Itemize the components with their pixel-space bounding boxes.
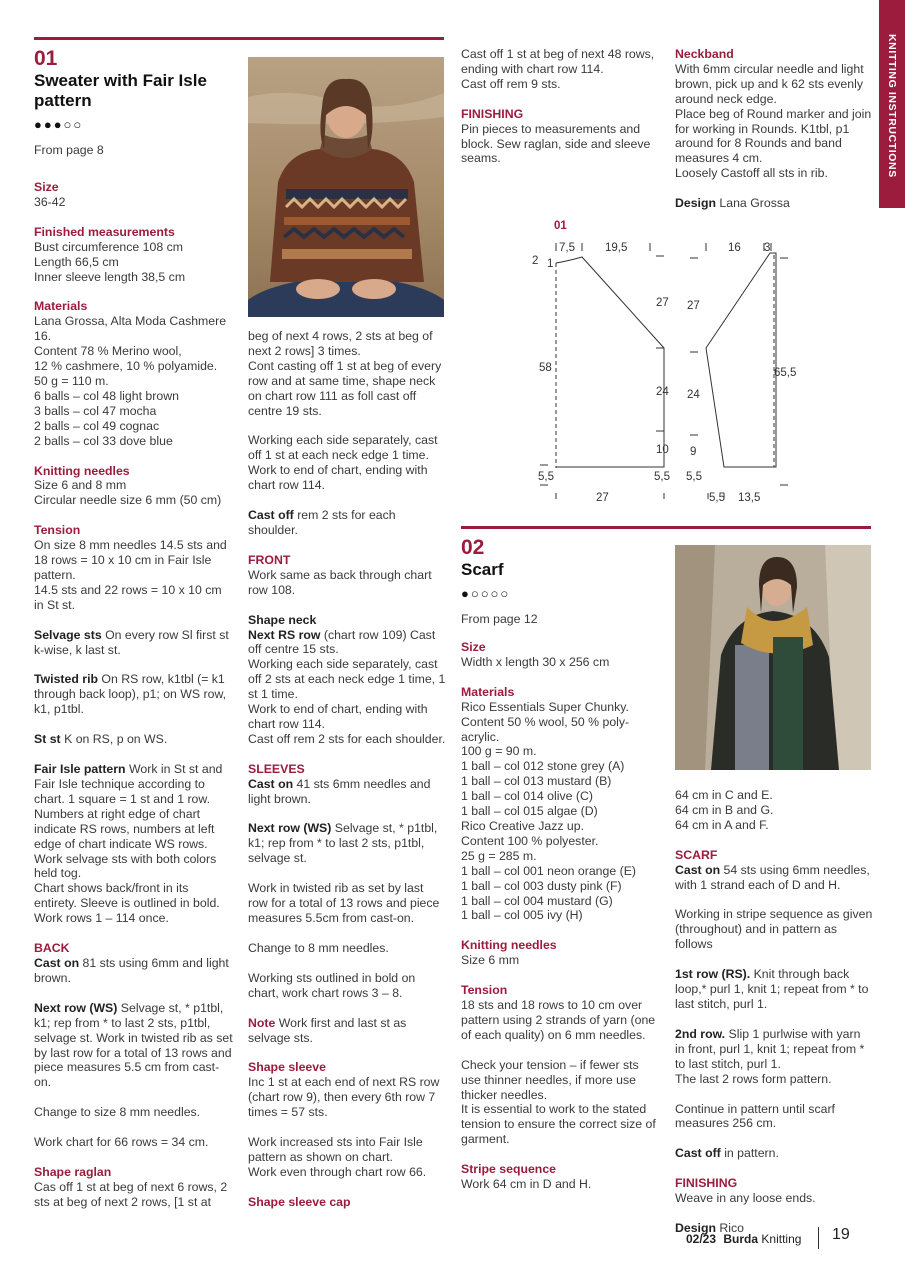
text-block bbox=[461, 107, 661, 167]
paragraph bbox=[34, 1105, 234, 1120]
paragraph bbox=[461, 655, 661, 670]
pattern-01-column-2 bbox=[248, 329, 446, 1225]
text-block bbox=[675, 848, 873, 893]
dim-label: 1 bbox=[547, 258, 554, 270]
text-block bbox=[248, 1060, 446, 1120]
text-block bbox=[34, 941, 234, 986]
text-block bbox=[248, 613, 446, 747]
paragraph bbox=[34, 672, 234, 717]
body-text: Inc 1 st at each end of next RS row (chart row 9), then every 6th row 7 times = 57 sts. bbox=[248, 1075, 440, 1120]
difficulty-rating: ●○○○○ bbox=[461, 586, 511, 601]
difficulty-rating: ●●●○○ bbox=[34, 117, 84, 132]
paragraph bbox=[248, 508, 446, 538]
paragraph bbox=[34, 1180, 234, 1210]
bold-lead: Cast off bbox=[675, 1146, 721, 1161]
body-text: Rico bbox=[716, 1221, 745, 1236]
pattern-title: Scarf bbox=[461, 560, 504, 579]
body-text: Change to size 8 mm needles. bbox=[34, 1105, 201, 1120]
paragraph bbox=[675, 196, 873, 211]
text-block bbox=[34, 464, 234, 509]
dim-label: 5,5 bbox=[709, 492, 725, 504]
paragraph bbox=[461, 47, 661, 92]
body-text: Check your tension – if fewer sts use thinner needles, if more use thicker needles. It is essential to work to the stated tension to ensure the correct size of garment. bbox=[461, 1057, 656, 1147]
body-text: Work increased sts into Fair Isle pattern as shown on chart. Work even through chart row 66. bbox=[248, 1135, 427, 1179]
section-heading: Knitting needles bbox=[34, 463, 130, 478]
bold-lead: Cast on bbox=[34, 955, 80, 970]
body-text: Pin pieces to measurements and block. Sew raglan, side and sleeve seams. bbox=[461, 121, 651, 166]
dim-label: 24 bbox=[687, 389, 700, 401]
paragraph bbox=[34, 762, 234, 926]
body-text: 36-42 bbox=[34, 194, 66, 209]
dim-label: 58 bbox=[539, 362, 552, 374]
bold-lead: Design bbox=[675, 1221, 716, 1236]
pattern-01-header bbox=[34, 47, 234, 158]
from-page: From page 12 bbox=[461, 612, 538, 626]
paragraph bbox=[248, 568, 446, 598]
paragraph bbox=[248, 1135, 446, 1180]
body-text: Knit through back loop,* purl 1, knit 1; repeat from * to last stitch, purl 1. bbox=[675, 967, 869, 1011]
text-block bbox=[461, 1162, 661, 1192]
text-block bbox=[461, 640, 661, 670]
paragraph bbox=[248, 628, 446, 747]
section-heading: FINISHING bbox=[675, 1176, 738, 1191]
dim-label: 9 bbox=[690, 446, 697, 458]
paragraph bbox=[675, 1027, 873, 1087]
text-block bbox=[34, 672, 234, 717]
section-heading: FRONT bbox=[248, 552, 291, 567]
dim-label: 13,5 bbox=[738, 492, 761, 504]
paragraph bbox=[34, 478, 234, 508]
text-block bbox=[248, 881, 446, 926]
text-block bbox=[34, 1105, 234, 1120]
bold-lead: 2nd row. bbox=[675, 1026, 726, 1041]
brand-name: Burda bbox=[723, 1232, 759, 1246]
body-text: Size 6 and 8 mm Circular needle size 6 mm (50 cm) bbox=[34, 478, 222, 508]
footer bbox=[686, 1232, 801, 1247]
dim-label: 16 bbox=[728, 242, 741, 254]
bold-lead: Selvage sts bbox=[34, 627, 102, 642]
paragraph bbox=[34, 195, 234, 210]
dim-label: 19,5 bbox=[605, 242, 628, 254]
text-block bbox=[675, 967, 873, 1012]
text-block bbox=[461, 1058, 661, 1147]
paragraph bbox=[461, 1058, 661, 1147]
paragraph bbox=[248, 971, 446, 1001]
pattern-title: Sweater with Fair Isle pattern bbox=[34, 71, 207, 110]
paragraph bbox=[675, 967, 873, 1012]
section-heading: Materials bbox=[34, 299, 88, 314]
paragraph bbox=[34, 240, 234, 285]
section-heading: FINISHING bbox=[461, 106, 524, 121]
text-block bbox=[461, 47, 661, 92]
body-text: Slip 1 purlwise with yarn in front, purl 1, knit 1; repeat from * to last stitch, purl 1. The last 2 rows form pattern. bbox=[675, 1026, 865, 1086]
dim-label: 65,5 bbox=[774, 367, 797, 379]
paragraph bbox=[675, 1102, 873, 1132]
pattern-02-header bbox=[461, 536, 661, 627]
paragraph bbox=[461, 122, 661, 167]
body-text: With 6mm circular needle and light brown, pick up and k 62 sts evenly around neck edge. Place beg of Round marker and join for working in Rounds. K1tbl, p1 around for 8 Rounds and band measures 4 cm. Loosely Castoff all sts in rib. bbox=[675, 61, 872, 181]
body-text: Selvage st, * p1tbl, k1; rep from * to last 2 sts, p1tbl, selvage st. Work in twisted rib as set by last row for a total of 13 rows and piece measures 5.5 cm from cast-on. bbox=[34, 1000, 233, 1090]
text-block bbox=[675, 788, 873, 833]
body-text: Work chart for 66 rows = 34 cm. bbox=[34, 1135, 209, 1150]
text-block bbox=[34, 1165, 234, 1210]
text-block bbox=[675, 1146, 873, 1161]
body-text: 81 sts using 6mm and light brown. bbox=[34, 955, 229, 985]
dim-label: 5,5 bbox=[538, 471, 554, 483]
section-heading: Shape sleeve bbox=[248, 1060, 326, 1075]
bold-lead: Cast on bbox=[675, 862, 721, 877]
back-outline bbox=[556, 257, 664, 467]
measurement-schematic bbox=[530, 215, 800, 510]
text-block bbox=[248, 762, 446, 807]
paragraph bbox=[34, 628, 234, 658]
body-text: Lana Grossa, Alta Moda Cashmere 16. Content 78 % Merino wool, 12 % cashmere, 10 % polyamide. 50 g = 110 m. 6 balls – col 48 light brown 3 balls – col 47 mocha 2 balls – col 49 cognac 2 balls – col 33 dove blue bbox=[34, 314, 227, 448]
text-block bbox=[248, 553, 446, 598]
pattern-02-column-1 bbox=[461, 640, 661, 1207]
body-text: On size 8 mm needles 14.5 sts and 18 rows = 10 x 10 cm in Fair Isle pattern. 14.5 sts and 22 rows = 10 x 10 cm in St st. bbox=[34, 538, 227, 612]
dim-label: 7,5 bbox=[559, 242, 575, 254]
text-block bbox=[34, 1001, 234, 1090]
issue-number: 02/23 bbox=[686, 1232, 717, 1246]
dim-label: 27 bbox=[596, 492, 609, 504]
paragraph bbox=[34, 956, 234, 986]
text-block bbox=[248, 1016, 446, 1046]
section-heading: Finished measurements bbox=[34, 224, 175, 239]
bold-lead: Next row (WS) bbox=[34, 1000, 118, 1015]
text-block bbox=[675, 196, 873, 211]
paragraph bbox=[675, 62, 873, 181]
body-text: Size 6 mm bbox=[461, 953, 520, 968]
dim-label: 3 bbox=[764, 242, 771, 254]
paragraph bbox=[34, 1135, 234, 1150]
body-text: Rico Essentials Super Chunky. Content 50 % wool, 50 % poly-acrylic. 100 g = 90 m. 1 ball – col 012 stone grey (A) 1 ball – col 013 mustard (B) 1 ball – col 014 olive (C) 1 ball – col 015 algae (D) Rico Creative Jazz up. Content 100 % polyester. 25 g = 285 m. 1 ball – col 001 neon orange (E) 1 ball – col 003 dusty pink (F) 1 ball – col 004 mustard (G) 1 ball – col 005 ivy (H) bbox=[461, 699, 637, 923]
sweater-photo bbox=[248, 57, 444, 317]
body-text: Working sts outlined in bold on chart, work chart rows 3 – 8. bbox=[248, 970, 416, 1000]
body-text: Work in twisted rib as set by last row for a total of 13 rows and piece measures 5.5cm from cast-on. bbox=[248, 881, 440, 925]
body-text: Selvage st, * p1tbl, k1; rep from * to last 2 sts, p1tbl, selvage st. bbox=[248, 821, 438, 866]
text-block bbox=[675, 907, 873, 952]
paragraph bbox=[248, 1016, 446, 1046]
highlight-lead: Note bbox=[248, 1015, 276, 1030]
bold-lead: 1st row (RS). bbox=[675, 967, 751, 982]
section-heading: Tension bbox=[34, 523, 81, 538]
body-text: in pattern. bbox=[720, 1146, 779, 1161]
body-text: 41 sts 6mm needles and light brown. bbox=[248, 776, 431, 806]
paragraph bbox=[248, 433, 446, 493]
body-text: Work same as back through chart row 108. bbox=[248, 567, 432, 597]
text-block bbox=[248, 1195, 446, 1210]
text-block bbox=[248, 971, 446, 1001]
dim-label: 5,5 bbox=[654, 471, 670, 483]
text-block bbox=[461, 685, 661, 924]
paragraph bbox=[34, 314, 234, 448]
text-block bbox=[34, 1135, 234, 1150]
pattern-01-column-3 bbox=[461, 47, 661, 181]
dim-label: 27 bbox=[687, 300, 700, 312]
text-block bbox=[34, 299, 234, 448]
paragraph bbox=[248, 329, 446, 418]
paragraph bbox=[675, 907, 873, 952]
text-block bbox=[248, 821, 446, 866]
section-heading: SLEEVES bbox=[248, 761, 305, 776]
text-block bbox=[248, 508, 446, 538]
text-block bbox=[461, 938, 661, 968]
body-text: Change to 8 mm needles. bbox=[248, 940, 389, 955]
text-block bbox=[34, 732, 234, 747]
footer-divider bbox=[818, 1227, 819, 1249]
body-text: Cast off 1 st at beg of next 48 rows, ending with chart row 114. Cast off rem 9 sts. bbox=[461, 47, 655, 91]
pattern-02-rule bbox=[461, 526, 871, 529]
section-heading: Size bbox=[461, 640, 486, 654]
bold-lead: Twisted rib bbox=[34, 672, 98, 687]
body-text: beg of next 4 rows, 2 sts at beg of next 2 rows] 3 times. Cont casting off 1 st at beg of every row and at same time, shape neck on chart row 111 as foll cast off centre 19 sts. bbox=[248, 329, 442, 418]
body-text: Working in stripe sequence as given (throughout) and in pattern as follows bbox=[675, 907, 873, 952]
section-heading: Materials bbox=[461, 684, 515, 699]
paragraph bbox=[675, 1191, 873, 1206]
section-heading: Shape sleeve cap bbox=[248, 1194, 351, 1209]
from-page: From page 8 bbox=[34, 143, 104, 157]
text-block bbox=[34, 762, 234, 926]
bold-lead: Next RS row bbox=[248, 627, 321, 642]
section-heading: Tension bbox=[461, 983, 508, 998]
pattern-number: 01 bbox=[34, 47, 58, 70]
brand-word: Knitting bbox=[761, 1232, 802, 1246]
body-text: 18 sts and 18 rows to 10 cm over pattern using 2 strands of yarn (one of each quality) on 6 mm needles. bbox=[461, 998, 656, 1042]
section-heading: BACK bbox=[34, 941, 70, 956]
section-heading: SCARF bbox=[675, 847, 718, 862]
text-block bbox=[248, 941, 446, 956]
dim-label: 10 bbox=[656, 444, 669, 456]
pattern-01-column-1 bbox=[34, 180, 234, 1225]
body-text: Cas off 1 st at beg of next 6 rows, 2 sts at beg of next 2 rows, [1 st at bbox=[34, 1179, 228, 1209]
bold-lead: Cast on bbox=[248, 776, 294, 791]
dim-label: 24 bbox=[656, 386, 669, 398]
schematic-label: 01 bbox=[554, 220, 567, 232]
paragraph bbox=[248, 1075, 446, 1120]
sleeve-outline bbox=[706, 253, 776, 467]
dim-label: 2 bbox=[532, 255, 539, 267]
body-text: Weave in any loose ends. bbox=[675, 1191, 816, 1206]
body-text: K on RS, p on WS. bbox=[60, 732, 168, 747]
paragraph bbox=[461, 700, 661, 924]
bold-lead: Fair Isle pattern bbox=[34, 762, 126, 777]
body-text: Work 64 cm in D and H. bbox=[461, 1177, 592, 1192]
paragraph bbox=[675, 788, 873, 833]
paragraph bbox=[34, 538, 234, 613]
body-text: Working each side separately, cast off 1 st at each neck edge 1 time. Work to end of chart, ending with chart row 114. bbox=[248, 433, 438, 493]
paragraph bbox=[248, 777, 446, 807]
text-block bbox=[34, 523, 234, 612]
body-text: Bust circumference 108 cm Length 66,5 cm Inner sleeve length 38,5 cm bbox=[34, 239, 186, 284]
pattern-02-column-2 bbox=[675, 788, 873, 1251]
body-text: On every row Sl first st k-wise, k last st. bbox=[34, 627, 229, 657]
body-text: rem 2 sts for each shoulder. bbox=[248, 508, 396, 537]
scarf-photo bbox=[675, 545, 871, 770]
text-block bbox=[675, 1176, 873, 1206]
pattern-number: 02 bbox=[461, 536, 485, 559]
pattern-01-rule bbox=[34, 37, 444, 40]
section-tab-label: KNITTING INSTRUCTIONS bbox=[886, 34, 898, 178]
text-block bbox=[675, 47, 873, 181]
bold-lead: Design bbox=[675, 196, 716, 211]
paragraph bbox=[34, 732, 234, 747]
paragraph bbox=[248, 821, 446, 866]
body-text: Width x length 30 x 256 cm bbox=[461, 654, 610, 669]
text-block bbox=[248, 1135, 446, 1180]
text-block bbox=[675, 1102, 873, 1132]
section-heading: Neckband bbox=[675, 47, 734, 61]
paragraph bbox=[675, 863, 873, 893]
section-heading: Size bbox=[34, 180, 59, 194]
body-text: Work first and last st as selvage sts. bbox=[248, 1015, 407, 1045]
dim-label: 27 bbox=[656, 297, 669, 309]
section-heading: Stripe sequence bbox=[461, 1162, 556, 1177]
text-block bbox=[675, 1027, 873, 1087]
body-text: 64 cm in C and E. 64 cm in B and G. 64 cm in A and F. bbox=[675, 788, 774, 832]
text-block bbox=[248, 329, 446, 418]
section-heading: Knitting needles bbox=[461, 938, 557, 953]
dim-label: 5,5 bbox=[686, 471, 702, 483]
text-block bbox=[248, 433, 446, 493]
text-block bbox=[461, 983, 661, 1043]
body-text: (chart row 109) Cast off centre 15 sts. Working each side separately, cast off 2 sts at each neck edge 1 time, 1 st 1 time. Work to end of chart, ending with chart row 114. Cast off rem 2 sts for each shoulder. bbox=[248, 627, 446, 746]
paragraph bbox=[461, 1177, 661, 1192]
text-block bbox=[34, 628, 234, 658]
body-text: Work in St st and Fair Isle technique according to chart. 1 square = 1 st and 1 row. Numbers at right edge of chart indicate RS rows, numbers at left edge of chart indicate WS rows. Work selvage sts with both colors held tog. Chart shows back/front in its entirety. Sleeve is outlined in bold. Work rows 1 – 114 once. bbox=[34, 762, 223, 926]
page-number: 19 bbox=[832, 1226, 850, 1243]
body-text: 54 sts using 6mm needles, with 1 strand each of D and H. bbox=[675, 862, 870, 892]
paragraph bbox=[248, 881, 446, 926]
paragraph bbox=[461, 998, 661, 1043]
body-text: Continue in pattern until scarf measures 256 cm. bbox=[675, 1101, 835, 1131]
section-heading: Shape raglan bbox=[34, 1165, 112, 1180]
paragraph bbox=[461, 953, 661, 968]
bold-lead: St st bbox=[34, 732, 61, 747]
pattern-01-column-4 bbox=[675, 47, 873, 226]
paragraph bbox=[34, 1001, 234, 1090]
bold-lead: Next row (WS) bbox=[248, 821, 332, 836]
text-block bbox=[34, 180, 234, 210]
body-text: On RS row, k1tbl (= k1 through back loop), p1; on WS row, k1, p1tbl. bbox=[34, 672, 227, 717]
section-tab bbox=[879, 0, 905, 208]
text-block bbox=[34, 225, 234, 285]
bold-lead: Cast off bbox=[248, 508, 294, 523]
paragraph bbox=[248, 941, 446, 956]
body-text: Lana Grossa bbox=[716, 196, 790, 211]
paragraph bbox=[675, 1146, 873, 1161]
subsection-heading: Shape neck bbox=[248, 612, 317, 627]
